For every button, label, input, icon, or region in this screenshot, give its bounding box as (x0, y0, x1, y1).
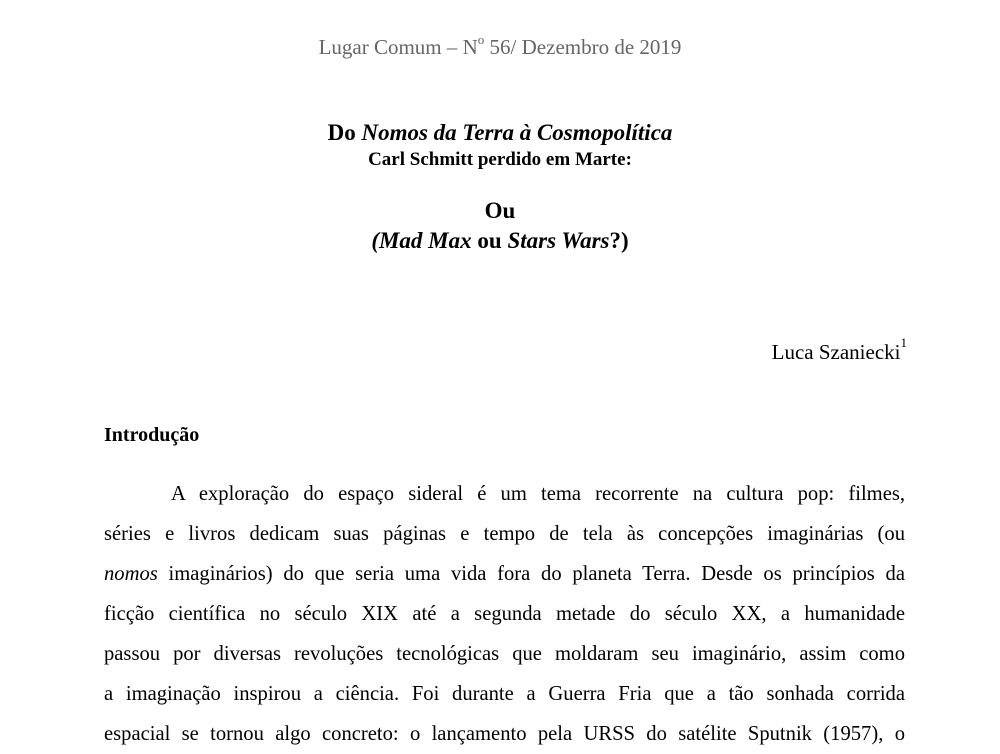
title-main (0, 118, 1000, 148)
title-italic: Nomos da Terra à Cosmopolítica (361, 120, 673, 145)
body-line: A exploração do espaço sideral é um tema recorrente na cultura pop: filmes, (171, 483, 905, 505)
issue-date: 56/ Dezembro de 2019 (484, 35, 682, 59)
body-line: ficção científica no século XIX até a segunda metade do século XX, a humanidade (104, 603, 905, 625)
body-line: a imaginação inspirou a ciência. Foi durante a Guerra Fria que a tão sonhada corrida (104, 683, 905, 705)
body-line: séries e livros dedicam suas páginas e tempo de tela às concepções imaginárias (ou (104, 523, 905, 545)
body-line: passou por diversas revoluções tecnológicas que moldaram seu imaginário, assim como (104, 643, 905, 665)
title-paren-open: ( (371, 228, 379, 253)
title-stars-wars: Stars Wars (507, 228, 610, 253)
body-line (104, 554, 905, 594)
author-name: Luca Szaniecki (771, 340, 901, 364)
section-heading: Introdução (104, 424, 200, 446)
title-mad-max: Mad Max (378, 228, 472, 253)
author (771, 335, 907, 365)
title-prefix: Do (327, 120, 362, 145)
body-line-rest: imaginários) do que seria uma vida fora do planeta Terra. Desde os princípios da (157, 563, 905, 585)
title-paren-close: ?) (609, 228, 629, 253)
body-paragraph (104, 474, 905, 754)
title-alternative (0, 226, 1000, 256)
running-header (0, 34, 1000, 60)
journal-name: Lugar Comum – N (318, 35, 478, 59)
title-subtitle: Carl Schmitt perdido em Marte: (368, 149, 632, 170)
number-superscript: o (477, 32, 485, 47)
body-italic-word: nomos (104, 563, 158, 585)
title-or: Ou (484, 198, 516, 223)
title-ou: ou (471, 228, 508, 253)
title-block (0, 118, 1000, 256)
body-line: espacial se tornou algo concreto: o lançamento pela URSS do satélite Sputnik (1957), o (104, 723, 905, 745)
footnote-reference[interactable]: 1 (900, 335, 907, 350)
